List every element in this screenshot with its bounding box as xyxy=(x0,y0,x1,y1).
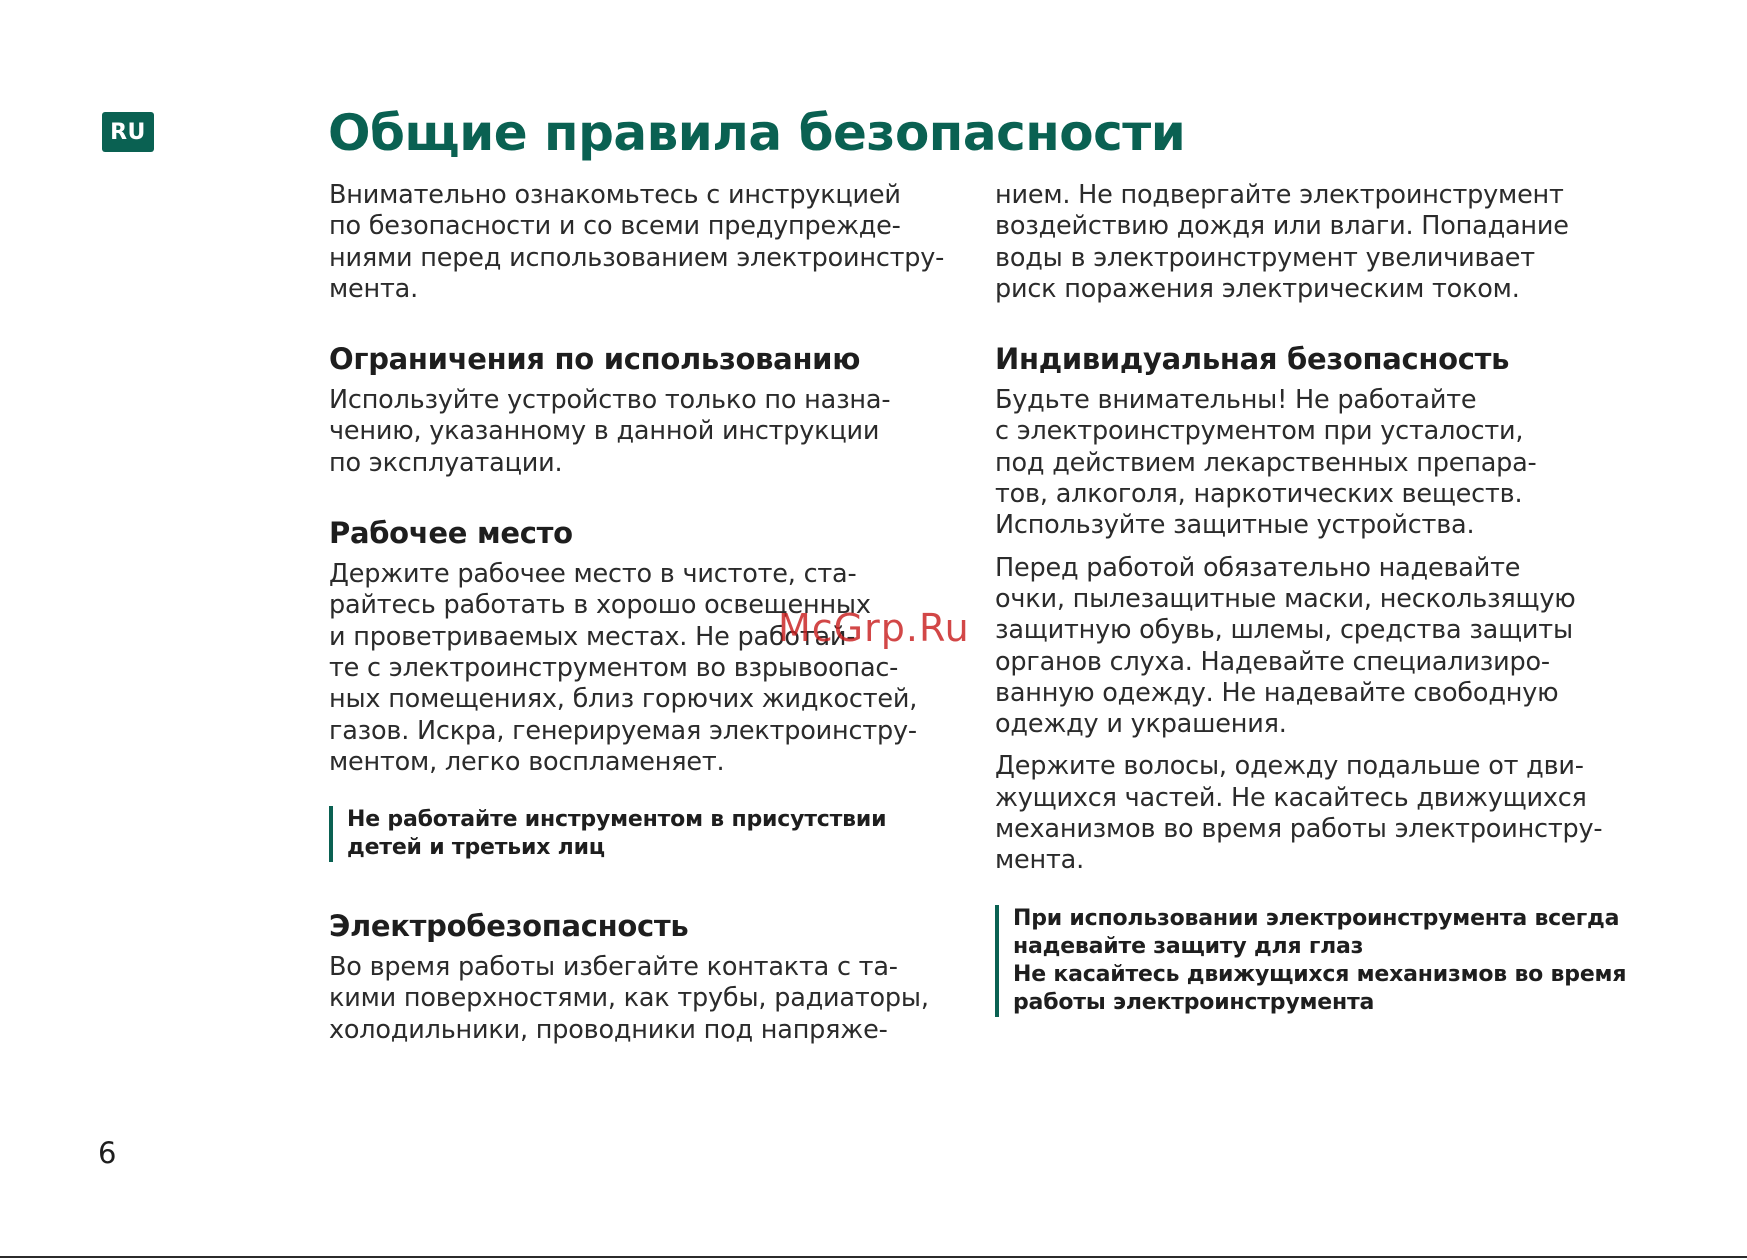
electrical-paragraph: Во время работы избегайте контакта с та- кими поверхностями, как трубы, радиаторы, холодильники, проводники под напряже- xyxy=(329,952,929,1045)
right-column xyxy=(995,180,1635,1017)
page-title: Общие правила безопасности xyxy=(328,104,1186,162)
page-number: 6 xyxy=(98,1136,117,1170)
workplace-paragraph: Держите рабочее место в чистоте, ста- райтесь работать в хорошо освещенных и проветриваемых местах. Не работай- те с электроинструментом во взрывоопас- ных помещениях, близ горючих жидкостей, газов. Искра, генерируемая электроинстру- ментом, легко воспламеняет. xyxy=(329,559,918,777)
personal-safety-warning-text: При использовании электроинструмента всегда надевайте защиту для глаз Не касайтесь движущихся механизмов во время работы электроинструмента xyxy=(1013,905,1627,1015)
personal-safety-paragraph-2: Перед работой обязательно надевайте очки, пылезащитные маски, нескользящую защитную обувь, шлемы, средства защиты органов слуха. Надевайте специализиро- ванную одежду. Не надевайте свободную одежду и украшения. xyxy=(995,552,1576,740)
personal-safety-heading: Индивидуальная безопасность xyxy=(995,342,1510,377)
language-badge: RU xyxy=(102,112,154,152)
workplace-heading: Рабочее место xyxy=(329,516,573,551)
watermark-text: McGrp.Ru xyxy=(778,606,970,650)
electrical-heading: Электробезопасность xyxy=(329,909,689,944)
personal-safety-paragraph-3: Держите волосы, одежду подальше от дви- жущихся частей. Не касайтесь движущихся механизмов во время работы электроинстру- мента. xyxy=(995,751,1603,876)
personal-safety-warning-note xyxy=(995,905,1635,1017)
intro-paragraph: Внимательно ознакомьтесь с инструкцией по безопасности и со всеми предупрежде- ниями перед использованием электроинстру- мента. xyxy=(329,180,945,304)
workplace-warning-note xyxy=(329,806,959,862)
electrical-paragraph-continued: нием. Не подвергайте электроинструмент воздействию дождя или влаги. Попадание воды в электроинструмент увеличивает риск поражения электрическим током. xyxy=(995,180,1569,304)
bottom-divider xyxy=(0,1256,1747,1258)
personal-safety-paragraph-1: Будьте внимательны! Не работайте с электроинструментом при усталости, под действием лекарственных препара- тов, алкоголя, наркотических веществ. Используйте защитные устройства. xyxy=(995,385,1537,541)
workplace-warning-text: Не работайте инструментом в присутствии детей и третьих лиц xyxy=(347,807,887,861)
usage-heading: Ограничения по использованию xyxy=(329,342,861,377)
usage-paragraph: Используйте устройство только по назна- чению, указанному в данной инструкции по эксплуатации. xyxy=(329,385,891,478)
